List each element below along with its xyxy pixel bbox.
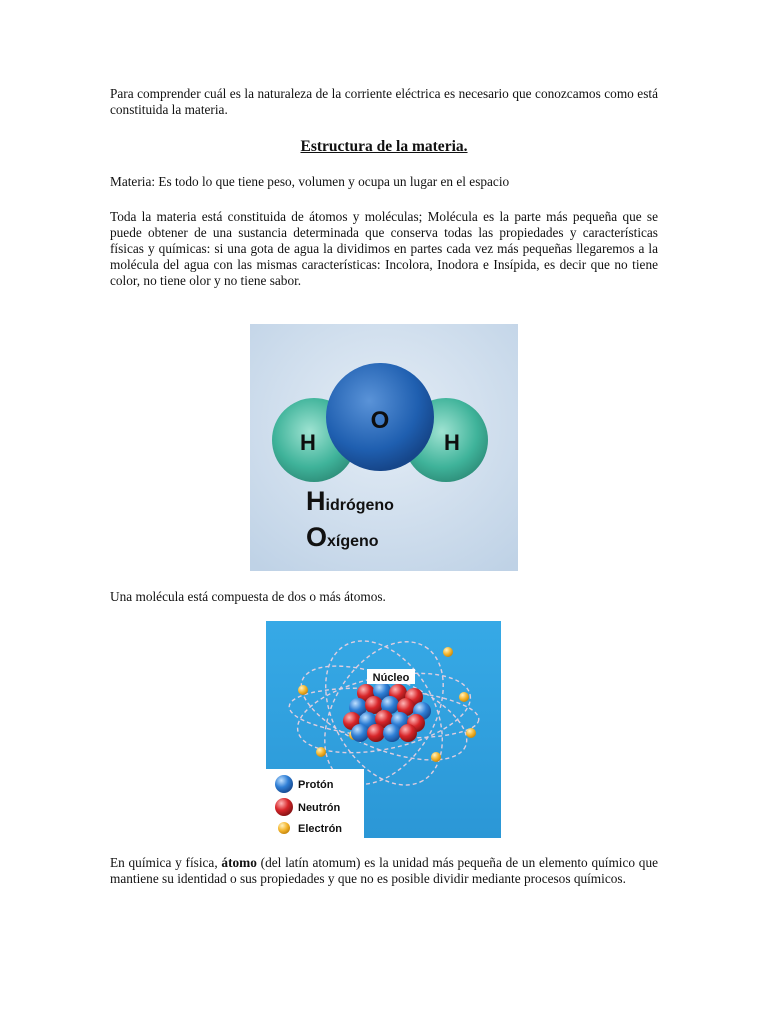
legend-proton-label: Protón xyxy=(298,779,334,791)
nucleus-label: Núcleo xyxy=(372,672,410,684)
matter-definition: Materia: Es todo lo que tiene peso, volumen y ocupa un lugar en el espacio xyxy=(110,174,510,189)
electron-legend-icon xyxy=(278,822,290,834)
body-paragraph: Toda la materia está constituida de átomos y moléculas; Molécula es la parte más pequeña que se puede obtener de una sustancia determinada que conserva todas las propiedades y características físicas y químicas: si una gota de agua la dividimos en partes cada vez más pequeñas llegaremos a la molécula del agua con las mismas características: Incolora, Inodora e Insípida, es decir que no tiene color, no tiene olor y no tiene sabor. xyxy=(110,209,658,288)
hydrogen-symbol-right: H xyxy=(444,430,460,455)
water-molecule-illustration xyxy=(250,324,518,571)
atom-paragraph-before: En química y física, xyxy=(110,855,222,870)
atom-illustration xyxy=(266,621,501,838)
proton-legend-icon xyxy=(275,775,293,793)
legend-oxygen-initial: O xyxy=(306,522,328,552)
neutron-legend-icon xyxy=(275,798,293,816)
molecule-caption: Una molécula está compuesta de dos o más átomos. xyxy=(110,589,386,604)
atom-paragraph-after: (del latín atomum) es la unidad más pequeña de un elemento químico que mantiene su identidad o sus propiedades y que no es posible dividir mediante procesos químicos. xyxy=(110,855,659,886)
oxygen-symbol: O xyxy=(370,407,390,434)
legend-electron-label: Electrón xyxy=(298,823,343,835)
intro-paragraph: Para comprender cuál es la naturaleza de la corriente eléctrica es necesario que conozcamos como está constituida la materia. xyxy=(110,86,658,117)
atom-figure xyxy=(266,621,501,838)
legend-oxygen-rest: xígeno xyxy=(327,533,379,550)
water-molecule-figure xyxy=(250,324,518,571)
atom-term: átomo xyxy=(221,855,257,870)
legend-hydrogen-rest: idrógeno xyxy=(325,497,394,514)
legend-neutron-label: Neutrón xyxy=(298,802,341,814)
section-title: Estructura de la materia. xyxy=(300,138,468,155)
hydrogen-symbol-left: H xyxy=(300,430,316,455)
legend-hydrogen-initial: H xyxy=(306,486,326,516)
atom-paragraph xyxy=(110,855,658,887)
